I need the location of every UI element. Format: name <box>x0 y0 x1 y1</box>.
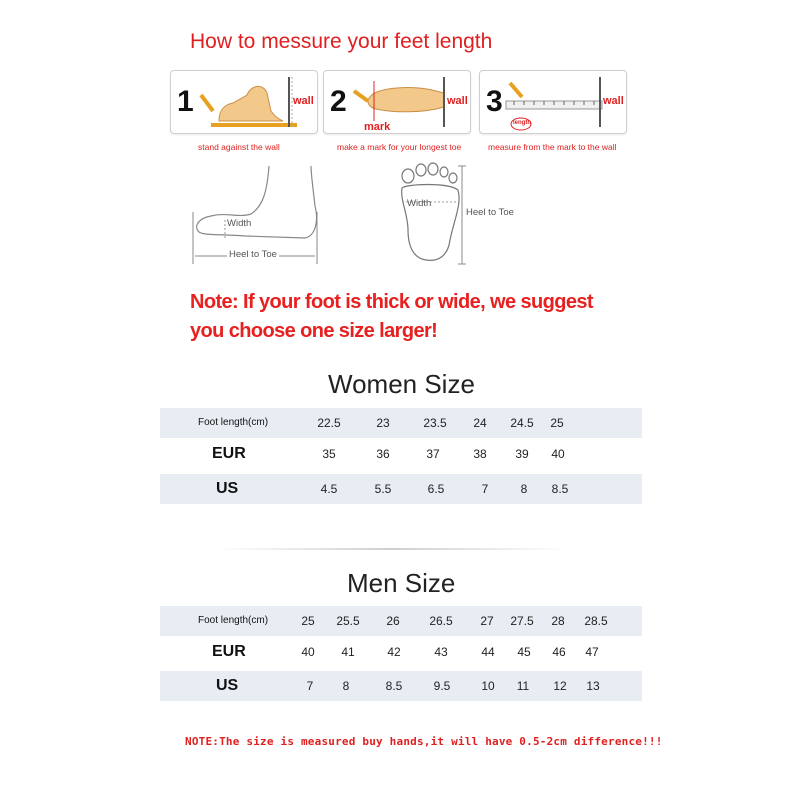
table-cell: 7 <box>481 482 489 496</box>
table-cell: 5.5 <box>374 482 392 496</box>
table-cell: 41 <box>341 645 355 659</box>
men-size-title: Men Size <box>347 568 456 598</box>
row-label: EUR <box>212 643 246 660</box>
table-cell: 47 <box>585 645 599 659</box>
mark-label: mark <box>364 121 391 133</box>
wall-label: wall <box>447 95 468 107</box>
women-eur-row <box>160 439 642 469</box>
step-2-panel <box>323 70 471 134</box>
table-cell: 8 <box>520 482 528 496</box>
length-label: length <box>513 120 531 126</box>
men-us-row <box>160 671 642 701</box>
table-cell: 8 <box>342 679 350 693</box>
women-size-title: Women Size <box>328 369 475 399</box>
sole-width-label: Width <box>407 198 432 209</box>
step-number: 2 <box>330 85 347 118</box>
step-1-panel <box>170 70 318 134</box>
table-cell: 13 <box>586 679 600 693</box>
side-width-label: Width <box>227 218 252 229</box>
row-label: US <box>216 480 239 497</box>
men-foot-length-row <box>160 606 642 636</box>
table-cell: 28.5 <box>584 614 608 628</box>
table-cell: 40 <box>301 645 315 659</box>
table-cell: 25.5 <box>336 614 360 628</box>
table-cell: 24 <box>473 416 487 430</box>
women-foot-length-row <box>160 408 642 438</box>
side-view-diagram <box>185 162 325 272</box>
table-cell: 23.5 <box>423 416 447 430</box>
table-cell: 38 <box>473 447 487 461</box>
row-label: Foot length(cm) <box>198 417 269 428</box>
table-cell: 8.5 <box>385 679 403 693</box>
side-length-label: Heel to Toe <box>229 249 277 260</box>
table-cell: 46 <box>552 645 566 659</box>
table-cell: 22.5 <box>317 416 341 430</box>
step-number: 1 <box>177 85 194 118</box>
table-cell: 7 <box>306 679 314 693</box>
table-cell: 37 <box>426 447 440 461</box>
table-cell: 45 <box>517 645 531 659</box>
table-cell: 4.5 <box>320 482 338 496</box>
table-cell: 28 <box>551 614 565 628</box>
sole-length-label: Heel to Toe <box>466 207 514 218</box>
women-us-row <box>160 474 642 504</box>
step-1-caption: stand against the wall <box>198 142 280 152</box>
table-cell: 23 <box>376 416 390 430</box>
table-cell: 44 <box>481 645 495 659</box>
table-cell: 40 <box>551 447 565 461</box>
table-cell: 25 <box>301 614 315 628</box>
table-cell: 39 <box>515 447 529 461</box>
sole-view-diagram <box>392 160 542 270</box>
table-cell: 8.5 <box>551 482 569 496</box>
table-cell: 24.5 <box>510 416 534 430</box>
table-cell: 36 <box>376 447 390 461</box>
page-heading: How to messure your feet length <box>190 30 493 53</box>
step-number: 3 <box>486 85 503 118</box>
table-cell: 35 <box>322 447 336 461</box>
table-cell: 6.5 <box>427 482 445 496</box>
men-eur-row <box>160 637 642 667</box>
wide-foot-note: Note: If your foot is thick or wide, we suggest you choose one size larger! <box>190 291 593 342</box>
table-cell: 12 <box>553 679 567 693</box>
table-cell: 10 <box>481 679 495 693</box>
table-cell: 43 <box>434 645 448 659</box>
step-3-caption: measure from the mark to the wall <box>488 142 617 152</box>
table-cell: 9.5 <box>433 679 451 693</box>
table-cell: 11 <box>516 679 530 693</box>
step-2-caption: make a mark for your longest toe <box>337 142 462 152</box>
table-cell: 25 <box>550 416 564 430</box>
table-cell: 26 <box>386 614 400 628</box>
row-label: Foot length(cm) <box>198 615 269 626</box>
section-divider <box>215 548 570 550</box>
table-cell: 26.5 <box>429 614 453 628</box>
wall-label: wall <box>603 95 624 107</box>
wall-label: wall <box>293 95 314 107</box>
table-cell: 27.5 <box>510 614 534 628</box>
step-3-panel <box>479 70 627 134</box>
row-label: US <box>216 677 239 694</box>
table-cell: 42 <box>387 645 401 659</box>
table-cell: 27 <box>480 614 494 628</box>
measurement-disclaimer: NOTE:The size is measured buy hands,it will have 0.5-2cm difference!!! <box>185 735 663 748</box>
row-label: EUR <box>212 445 246 462</box>
